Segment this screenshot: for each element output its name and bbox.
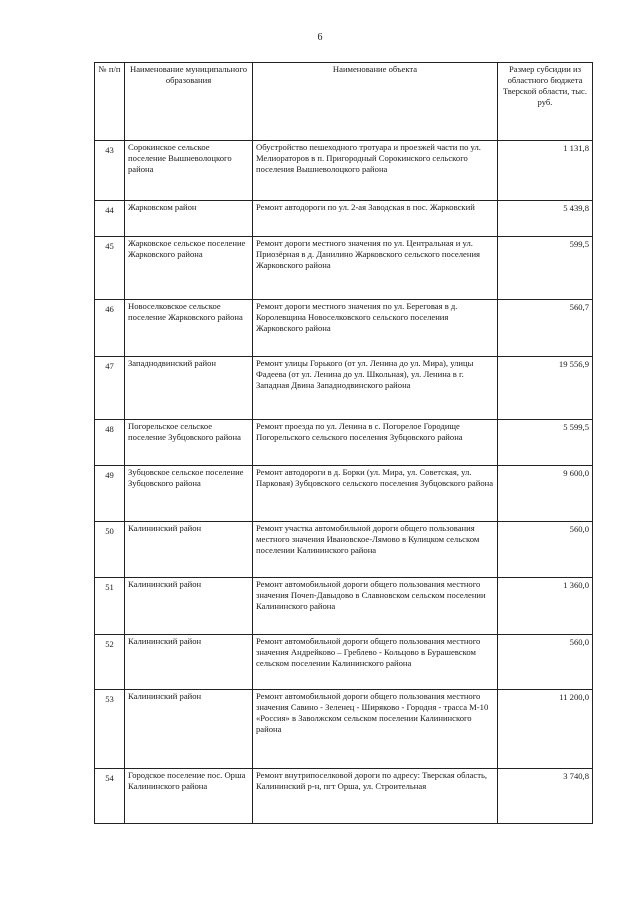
- table-row: [95, 300, 593, 357]
- row-municipality: Калининский район: [125, 635, 253, 690]
- table-row: [95, 357, 593, 420]
- table-row: [95, 420, 593, 466]
- row-num: 51: [95, 578, 125, 635]
- row-num: 54: [95, 769, 125, 824]
- table-row: [95, 466, 593, 522]
- row-municipality: Калининский район: [125, 522, 253, 578]
- row-municipality: Сорокинское сельское поселение Вышневолоцкого района: [125, 141, 253, 201]
- table-row: [95, 201, 593, 237]
- header-amount: Размер субсидии из областного бюджета Тверской области, тыс. руб.: [498, 63, 593, 141]
- row-object: Ремонт проезда по ул. Ленина в с. Погорелое Городище Погорельского сельского поселения Зубцовского района: [253, 420, 498, 466]
- row-amount: 1 131,8: [498, 141, 593, 201]
- row-num: 50: [95, 522, 125, 578]
- row-municipality: Калининский район: [125, 578, 253, 635]
- row-municipality: Новоселковское сельское поселение Жарковского района: [125, 300, 253, 357]
- row-num: 44: [95, 201, 125, 237]
- header-municipality: Наименование муниципального образования: [125, 63, 253, 141]
- row-amount: 5 439,8: [498, 201, 593, 237]
- page-number: 6: [317, 32, 323, 43]
- row-amount: 599,5: [498, 237, 593, 300]
- row-num: 45: [95, 237, 125, 300]
- row-amount: 19 556,9: [498, 357, 593, 420]
- row-object: Ремонт участка автомобильной дороги общего пользования местного значения Ивановское-Лямово в Кулицком сельском поселении Калининского района: [253, 522, 498, 578]
- row-num: 49: [95, 466, 125, 522]
- subsidy-table: [94, 62, 593, 824]
- table-row: [95, 522, 593, 578]
- row-amount: 11 200,0: [498, 690, 593, 769]
- row-object: Ремонт автомобильной дороги общего пользования местного значения Савино - Зеленец - Ширяково - Городня - трасса М-10 «Россия» в Заволжском сельском поселении Калининского района: [253, 690, 498, 769]
- table-row: [95, 141, 593, 201]
- row-municipality: Калининский район: [125, 690, 253, 769]
- row-municipality: Погорельское сельское поселение Зубцовского района: [125, 420, 253, 466]
- row-num: 48: [95, 420, 125, 466]
- row-object: Ремонт автодороги по ул. 2-ая Заводская в пос. Жарковский: [253, 201, 498, 237]
- row-object: Ремонт улицы Горького (от ул. Ленина до ул. Мира), улицы Фадеева (от ул. Ленина до ул. Школьная), ул. Ленина в г. Западная Двина Западнодвинского района: [253, 357, 498, 420]
- row-object: Ремонт автомобильной дороги общего пользования местного значения Андрейково – Греблево - Кольцово в Бурашевском сельском поселении Калининского района: [253, 635, 498, 690]
- table-row: [95, 635, 593, 690]
- row-amount: 560,0: [498, 635, 593, 690]
- row-num: 52: [95, 635, 125, 690]
- header-object: Наименование объекта: [253, 63, 498, 141]
- row-object: Ремонт автомобильной дороги общего пользования местного значения Почеп-Давыдово в Славновском сельском поселении Калининского района: [253, 578, 498, 635]
- header-num: № п/п: [95, 63, 125, 141]
- table-row: [95, 237, 593, 300]
- table-row: [95, 769, 593, 824]
- table-row: [95, 690, 593, 769]
- row-amount: 5 599,5: [498, 420, 593, 466]
- row-amount: 3 740,8: [498, 769, 593, 824]
- row-num: 47: [95, 357, 125, 420]
- row-object: Ремонт автодороги в д. Борки (ул. Мира, ул. Советская, ул. Парковая) Зубцовского сельского поселения Зубцовского района: [253, 466, 498, 522]
- row-object: Ремонт внутрипоселковой дороги по адресу: Тверская область, Калининский р-н, пгт Орша, ул. Строительная: [253, 769, 498, 824]
- row-amount: 1 360,0: [498, 578, 593, 635]
- row-amount: 560,7: [498, 300, 593, 357]
- table-row: [95, 578, 593, 635]
- row-municipality: Зубцовское сельское поселение Зубцовского района: [125, 466, 253, 522]
- row-amount: 560,0: [498, 522, 593, 578]
- row-municipality: Жарковское сельское поселение Жарковского района: [125, 237, 253, 300]
- row-municipality: Западнодвинский район: [125, 357, 253, 420]
- row-num: 46: [95, 300, 125, 357]
- row-num: 43: [95, 141, 125, 201]
- row-object: Обустройство пешеходного тротуара и проезжей части по ул. Мелиораторов в п. Пригородный Сорокинского сельского поселения Вышневолоцкого района: [253, 141, 498, 201]
- row-municipality: Жарковском район: [125, 201, 253, 237]
- row-object: Ремонт дороги местного значения по ул. Центральная и ул. Приозёрная в д. Данилино Жарковского сельского поселения Жарковского района: [253, 237, 498, 300]
- row-num: 53: [95, 690, 125, 769]
- row-object: Ремонт дороги местного значения по ул. Береговая в д. Королевщина Новоселковского сельского поселения Жарковского района: [253, 300, 498, 357]
- table-header-row: [95, 63, 593, 141]
- row-municipality: Городское поселение пос. Орша Калининского района: [125, 769, 253, 824]
- row-amount: 9 600,0: [498, 466, 593, 522]
